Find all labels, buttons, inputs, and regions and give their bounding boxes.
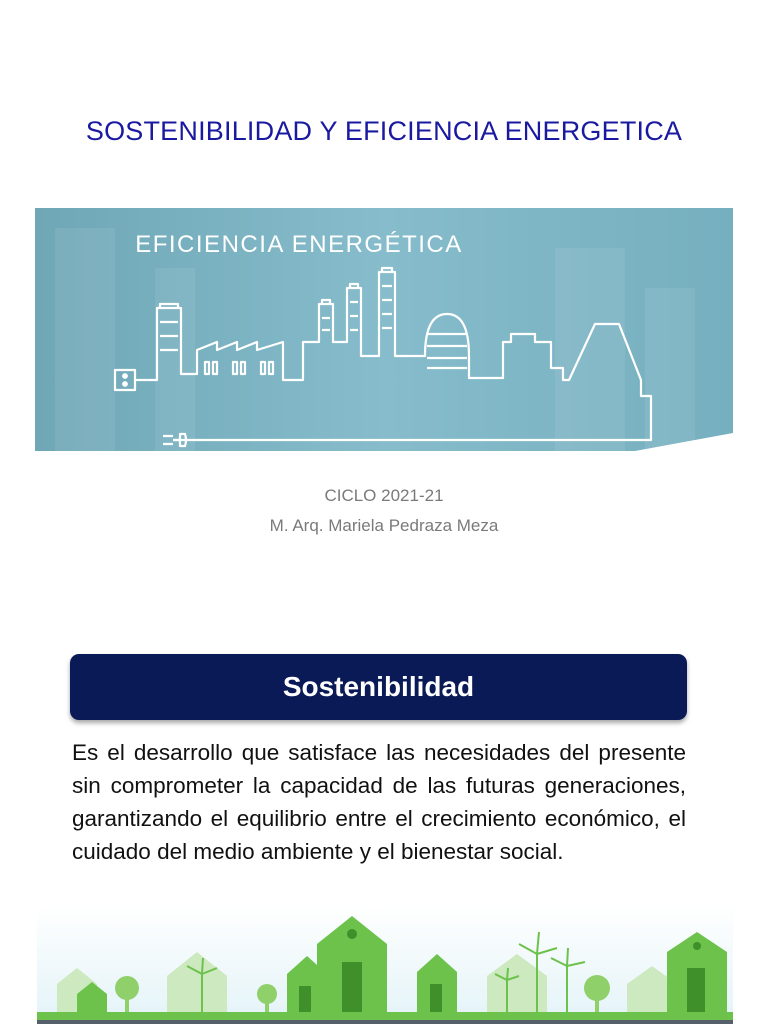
cycle-label: CICLO 2021-21 — [324, 486, 444, 505]
section-heading-bar — [70, 654, 687, 720]
energy-efficiency-banner — [35, 208, 733, 451]
sustainability-definition: Es el desarrollo que satisface las necesidades del presente sin comprometer la capacidad de las futuras generaciones, garantizando el equilibrio entre el crecimiento económico, el cuidado del medio ambiente y el bienestar social. — [72, 740, 686, 864]
green-city-illustration — [37, 904, 733, 1024]
page-title: SOSTENIBILIDAD Y EFICIENCIA ENERGETICA — [85, 116, 683, 146]
factory-illustration — [35, 208, 733, 451]
author-name: M. Arq. Mariela Pedraza Meza — [269, 516, 499, 535]
banner-caption: EFICIENCIA ENERGÉTICA — [135, 231, 463, 258]
section-heading: Sostenibilidad — [282, 671, 475, 702]
